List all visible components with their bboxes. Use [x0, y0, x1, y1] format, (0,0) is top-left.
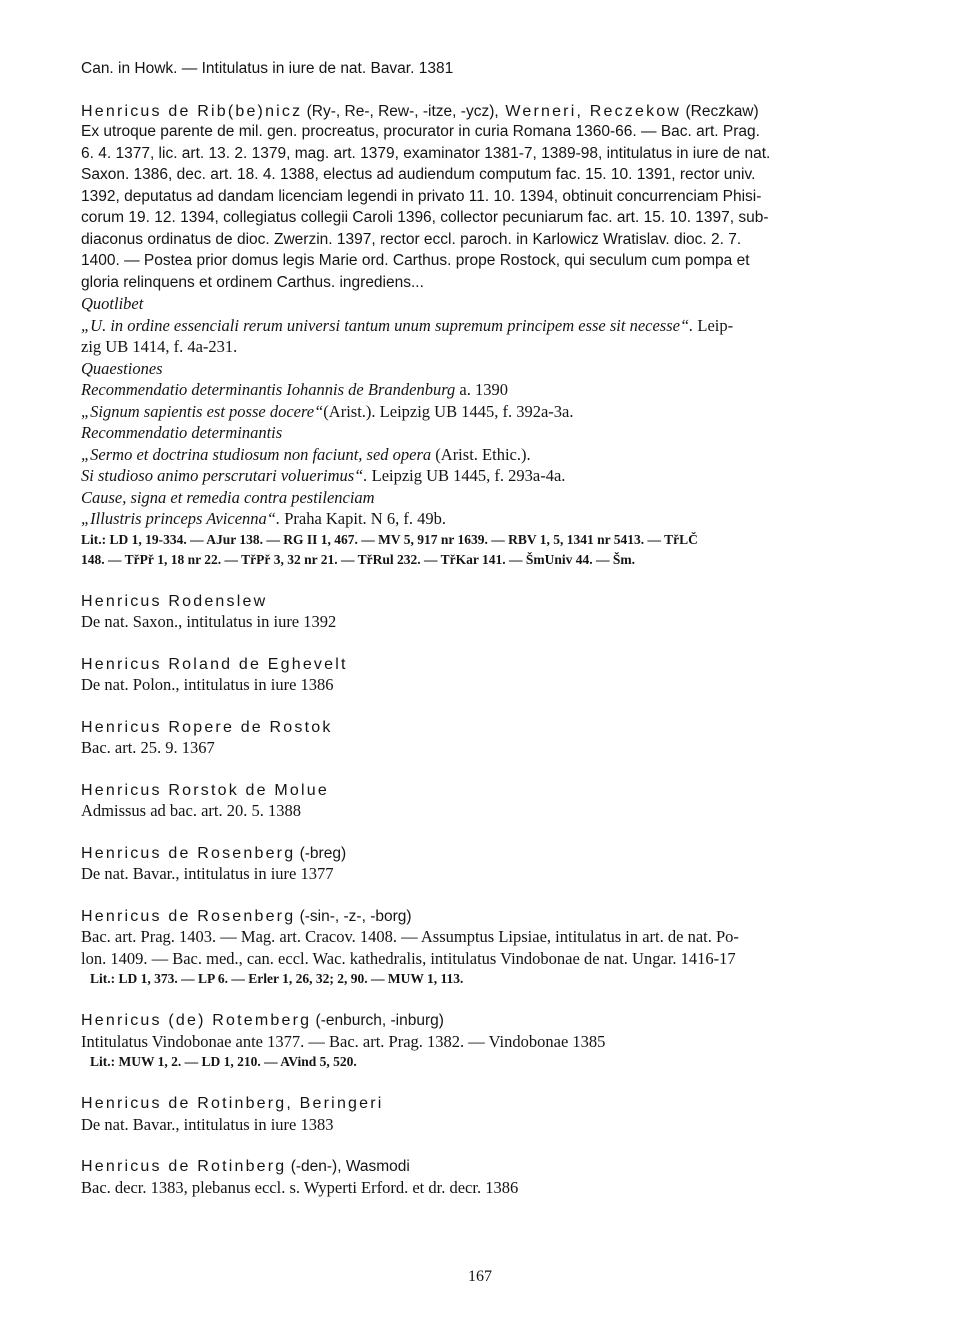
entry-name: Henricus Ropere de Rostok [81, 718, 333, 736]
entry-name-variants: (-den-), Wasmodi [286, 1158, 410, 1175]
work-title: „Signum sapientis est posse docere“ [81, 401, 324, 421]
entry [81, 842, 896, 885]
entry-text-line: De nat. Bavar., intitulatus in iure 1383 [81, 1114, 334, 1134]
entry-works [81, 293, 896, 530]
work-reference: Leip- [693, 315, 734, 335]
entry-heading [81, 716, 896, 738]
work-line [81, 315, 896, 337]
biography-line: 1400. — Postea prior domus legis Marie ord. Carthus. prope Rostock, qui seculum cum pompa et [81, 252, 750, 269]
work-line [81, 401, 896, 423]
entry-text-line: Admissus ad bac. art. 20. 5. 1388 [81, 801, 301, 820]
entry-heading [81, 842, 896, 864]
page-body [81, 58, 896, 1198]
work-line [81, 379, 896, 401]
work-line [81, 422, 896, 444]
entry [81, 653, 896, 696]
entry-father-name: Werneri, Reczekow [498, 102, 682, 120]
entry-text-line: Bac. decr. 1383, plebanus eccl. s. Wyperti Erford. et dr. decr. 1386 [81, 1177, 519, 1197]
running-header: Can. in Howk. — Intitulatus in iure de nat. Bavar. 1381 [81, 60, 454, 77]
work-line [81, 336, 896, 358]
work-line [81, 358, 896, 380]
biography-line: 6. 4. 1377, lic. art. 13. 2. 1379, mag. art. 1379, examinator 1381-7, 1389-98, intitulatus in iure de nat. [81, 144, 771, 162]
entry [81, 779, 896, 822]
work-line [81, 465, 896, 487]
biography-line: diaconus ordinatus de dioc. Zwerzin. 1397, rector eccl. paroch. in Karlowicz Wratislav. dioc. 2. 7. [81, 230, 742, 248]
entry-name-variants: (-breg) [295, 844, 347, 862]
entry-text-line: Bac. art. 25. 9. 1367 [81, 738, 215, 757]
entry-heading [81, 653, 896, 675]
entry-heading [81, 905, 896, 927]
entry-text-line: Bac. art. Prag. 1403. — Mag. art. Cracov. 1408. — Assumptus Lipsiae, intitulatus in art. de nat. Po- [81, 927, 739, 946]
entry-heading [81, 100, 896, 122]
work-reference: (Arist. Ethic.). [431, 444, 531, 464]
entry-name-variants: (-enburch, -inburg) [311, 1012, 444, 1029]
entry-name: Henricus de Rotinberg [81, 1158, 287, 1175]
entry [81, 1092, 896, 1135]
entry-name: Henricus (de) Rotemberg [81, 1012, 312, 1029]
work-reference: (Arist.). Leipzig UB 1445, f. 392a-3a. [323, 401, 574, 421]
work-reference: Leipzig UB 1445, f. 293a-4a. [367, 466, 566, 485]
entry [81, 1155, 896, 1198]
entry-name-variants: (Ry-, Re-, Rew-, -itze, -ycz), [302, 102, 499, 120]
entry-name-variants: (-sin-, -z-, -borg) [295, 907, 412, 925]
work-title: „Sermo et doctrina studiosum non faciunt, sed opera [81, 444, 432, 464]
work-reference: zig UB 1414, f. 4a-231. [81, 337, 238, 356]
entry-text-line: De nat. Polon., intitulatus in iure 1386 [81, 675, 334, 694]
literature-line: Lit.: LD 1, 19-334. — AJur 138. — RG II 1, 467. — MV 5, 917 nr 1639. — RBV 1, 5, 1341 nr 5413. — TřLČ [81, 531, 698, 547]
entry-name: Henricus Roland de Eghevelt [81, 655, 348, 673]
entry-text-line: Intitulatus Vindobonae ante 1377. — Bac. art. Prag. 1382. — Vindobonae 1385 [81, 1031, 606, 1051]
work-title: Cause, signa et remedia contra pestilenciam [81, 487, 375, 507]
work-title: „Illustris princeps Avicenna“. [81, 509, 281, 528]
entry-text-line: De nat. Saxon., intitulatus in iure 1392 [81, 612, 337, 631]
entry-heading [81, 1092, 896, 1114]
entry-heading [81, 1155, 896, 1177]
literature-line: 148. — TřPř 1, 18 nr 22. — TřPř 3, 32 nr 21. — TřRul 232. — TřKar 141. — ŠmUniv 44. — Šm. [81, 551, 636, 567]
entry [81, 905, 896, 990]
entry-name: Henricus Rorstok de Molue [81, 781, 329, 799]
work-title: Recommendatio determinantis Iohannis de Brandenburg [81, 380, 456, 399]
entry-name: Henricus de Rosenberg [81, 844, 296, 862]
entry-father-variants: (Reczkaw) [681, 102, 759, 120]
work-line [81, 508, 896, 530]
entry-henricus-de-ribbenicz [81, 100, 896, 570]
entries-list [81, 590, 896, 1199]
work-line [81, 444, 896, 466]
entry-name: Henricus Rodenslew [81, 592, 268, 610]
work-title: Si studioso animo perscrutari voluerimus“. [81, 466, 368, 485]
work-line [81, 487, 896, 509]
work-line [81, 293, 896, 315]
work-reference: Praha Kapit. N 6, f. 49b. [280, 509, 446, 528]
entry-heading [81, 590, 896, 612]
entry [81, 716, 896, 759]
entry-heading [81, 1009, 896, 1031]
work-title: Quotlibet [81, 294, 144, 313]
work-title: „U. in ordine essenciali rerum universi tantum unum supremum principem esse sit necesse“. [81, 315, 694, 335]
biography-line: Ex utroque parente de mil. gen. procreatus, procurator in curia Romana 1360-66. — Bac. art. Prag. [81, 123, 760, 140]
entry-literature [81, 530, 896, 570]
entry-name: Henricus de Rotinberg, Beringeri [81, 1095, 384, 1112]
page-number: 167 [468, 1268, 492, 1285]
work-title: Recommendatio determinantis [81, 423, 283, 442]
biography-line: 1392, deputatus ad dandam licenciam legendi in privato 11. 10. 1394, obtinuit concurrenciam Phisi- [81, 187, 762, 205]
literature-line: Lit.: MUW 1, 2. — LD 1, 210. — AVind 5, 520. [90, 1054, 357, 1069]
work-title: Quaestiones [81, 358, 163, 378]
literature-line: Lit.: LD 1, 373. — LP 6. — Erler 1, 26, 32; 2, 90. — MUW 1, 113. [90, 971, 464, 986]
entry-name: Henricus de Rib(be)nicz [81, 102, 303, 120]
work-reference: a. 1390 [455, 380, 508, 399]
entry-text-line: lon. 1409. — Bac. med., can. eccl. Wac. kathedralis, intitulatus Vindobonae de nat. Ungar. 1416-17 [81, 948, 736, 968]
biography-line: gloria relinquens et ordinem Carthus. ingrediens... [81, 273, 424, 291]
entry-biography [81, 121, 896, 293]
entry-name: Henricus de Rosenberg [81, 907, 296, 925]
biography-line: Saxon. 1386, dec. art. 18. 4. 1388, electus ad audiendum computum fac. 15. 10. 1391, rector univ. [81, 166, 756, 183]
entry-heading [81, 779, 896, 801]
entry-text-line: De nat. Bavar., intitulatus in iure 1377 [81, 864, 334, 883]
entry [81, 1009, 896, 1072]
entry [81, 590, 896, 633]
biography-line: corum 19. 12. 1394, collegiatus collegii Caroli 1396, collector pecuniarum fac. art. 15. 10. 1397, sub- [81, 209, 769, 226]
